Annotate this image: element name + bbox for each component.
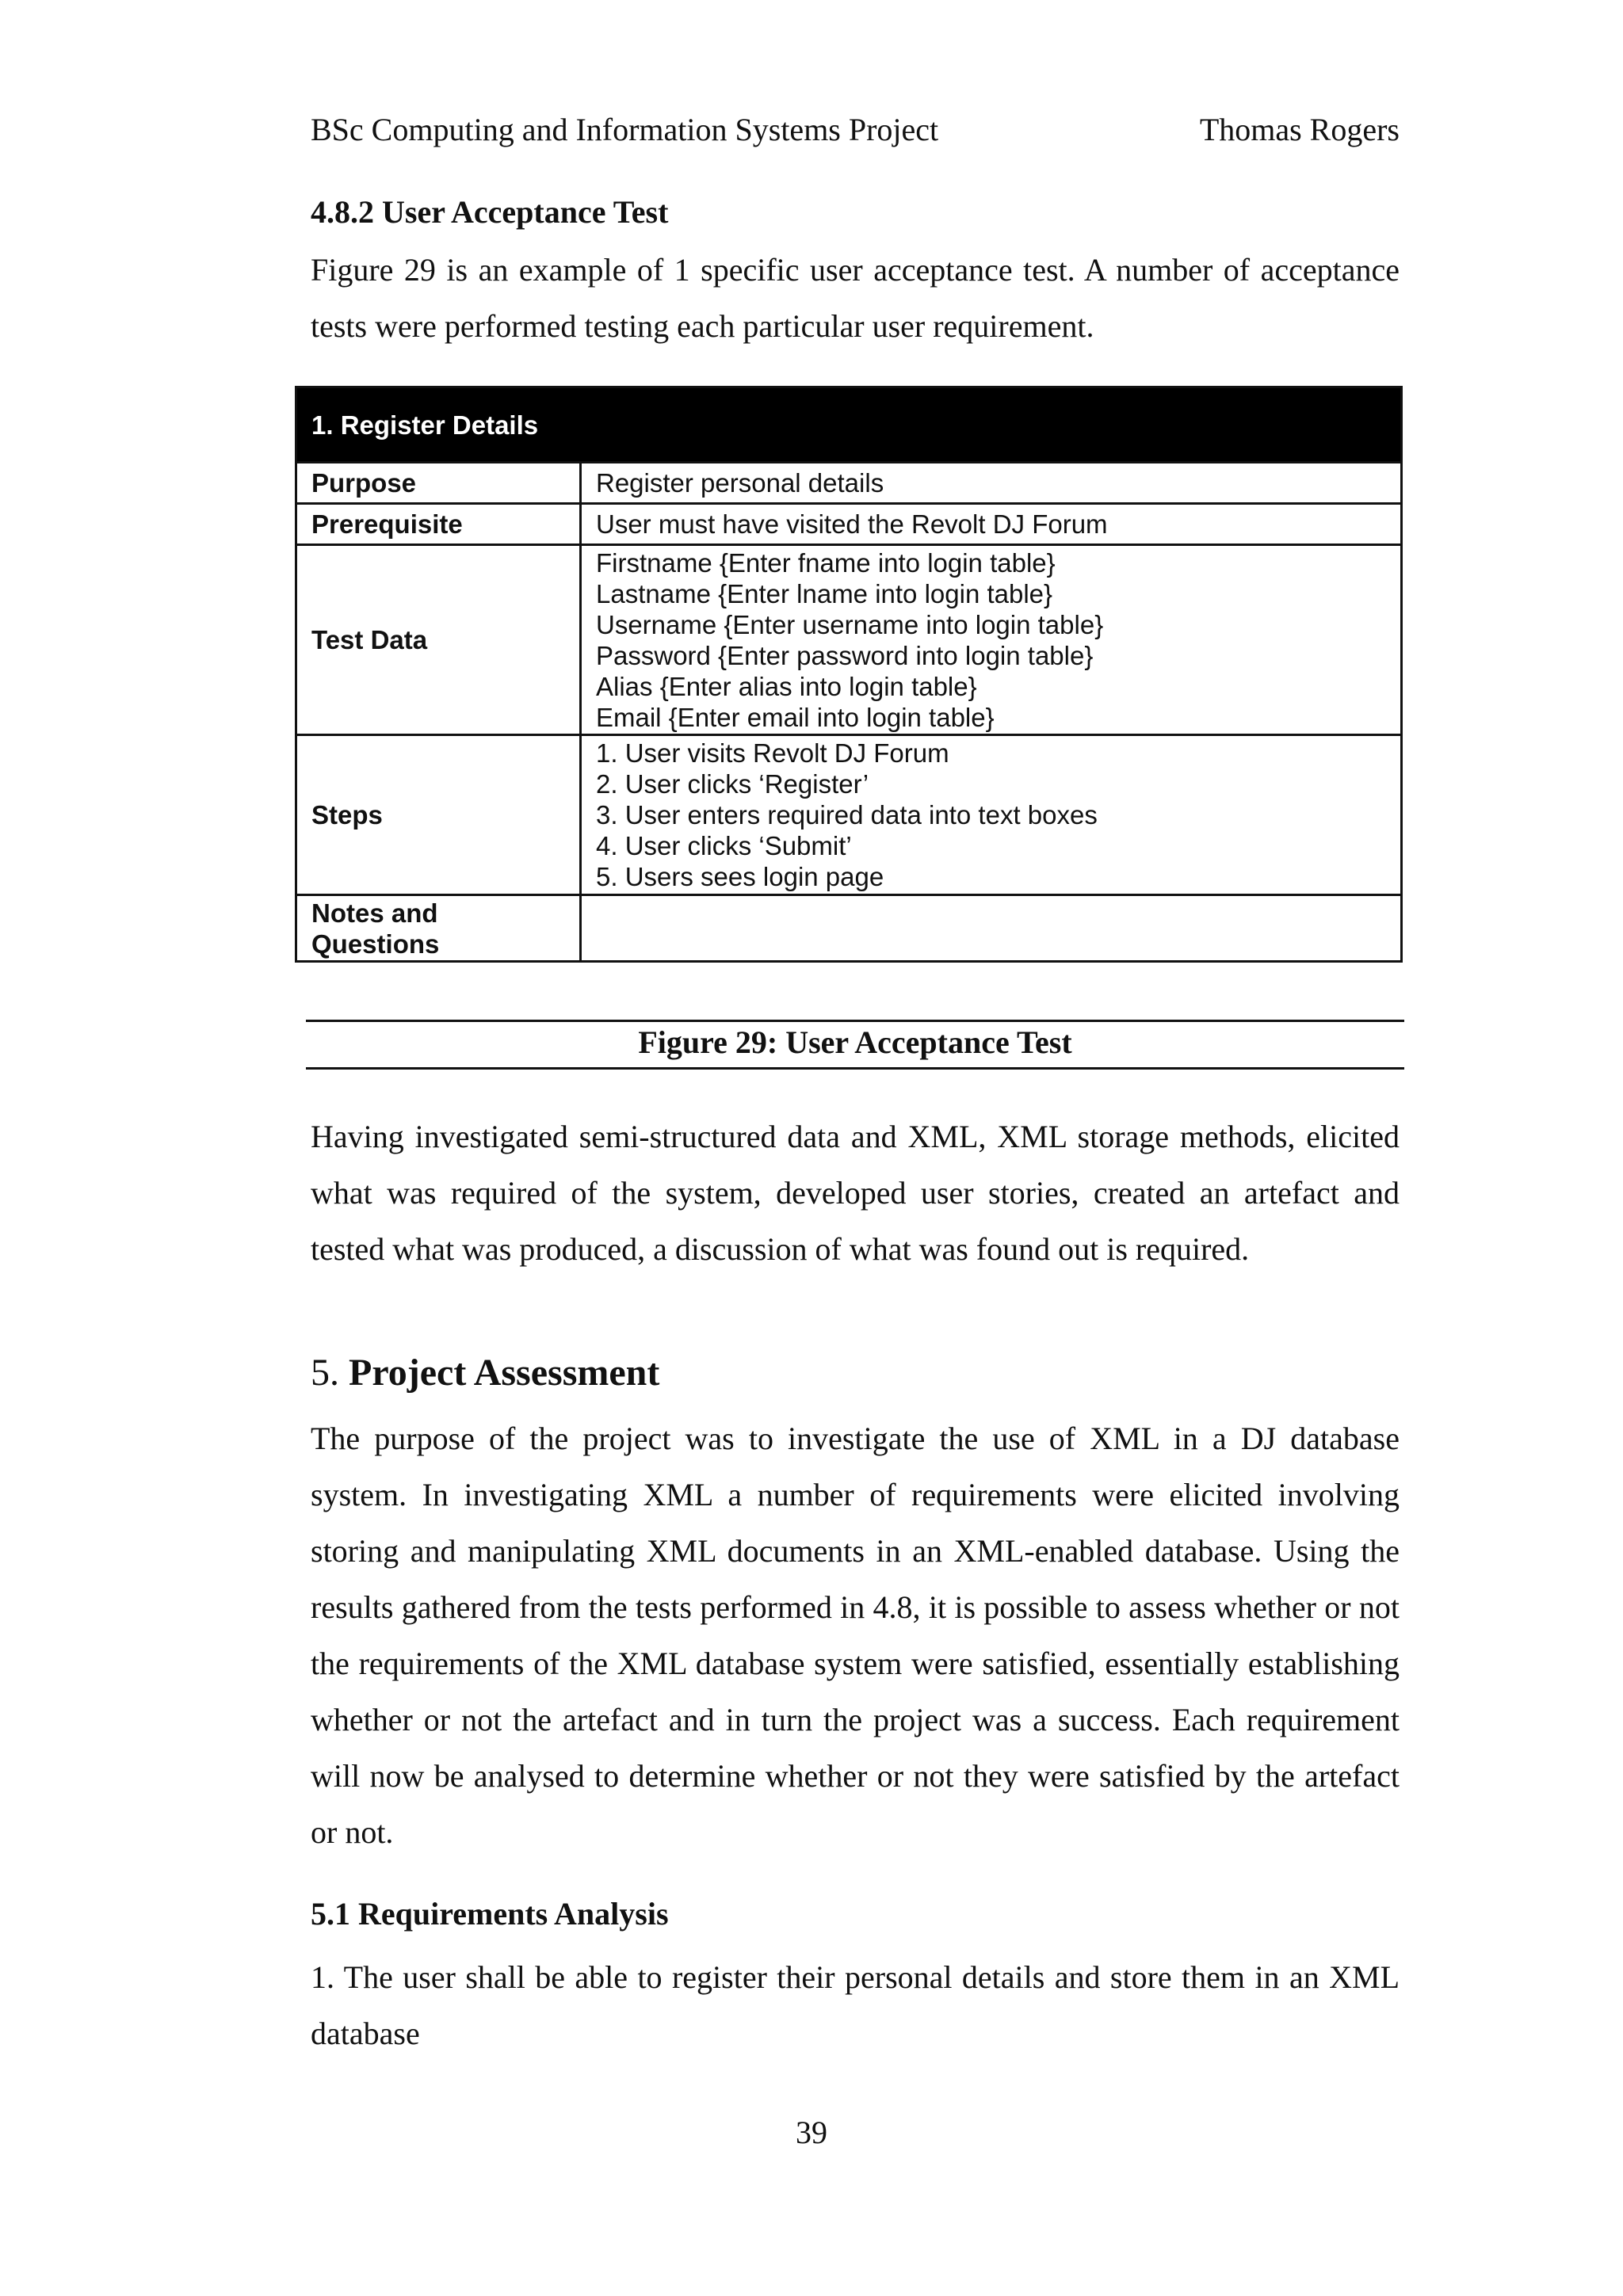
row-label-test-data: Test Data (296, 545, 581, 735)
transition-paragraph: Having investigated semi-structured data and XML, XML storage methods, elicited what was required of the system, developed user stories, created an artefact and tested what was produced, a discussion of what was found out is required. (311, 1119, 1400, 1267)
value-line: Firstname {Enter fname into login table} (596, 547, 1056, 578)
requirement-paragraph: 1. The user shall be able to register their personal details and store them in an XML database (311, 1959, 1400, 2051)
row-label-purpose: Purpose (296, 463, 581, 504)
value-line: Password {Enter password into login table} (596, 640, 1094, 670)
row-value-steps (581, 735, 1402, 895)
value-line: 4. User clicks ‘Submit’ (596, 831, 852, 860)
intro-paragraph: Figure 29 is an example of 1 specific user acceptance test. A number of acceptance tests were performed testing each particular user requirement. (311, 252, 1400, 344)
value-line: Lastname {Enter lname into login table} (596, 578, 1053, 608)
value-line: 2. User clicks ‘Register’ (596, 769, 869, 799)
user-acceptance-test-table (295, 386, 1403, 963)
table-row (296, 504, 1402, 545)
section-heading-5-1: 5.1 Requirements Analysis (311, 1896, 669, 1932)
section-heading-4-8-2: 4.8.2 User Acceptance Test (311, 194, 669, 230)
table-title: 1. Register Details (296, 387, 1402, 463)
value-line: Username {Enter username into login table} (596, 609, 1104, 639)
row-value-test-data (581, 545, 1402, 735)
table-title-row (296, 387, 1402, 463)
figure-rule-top (306, 1020, 1404, 1022)
value-line: Email {Enter email into login table} (596, 702, 995, 732)
running-header-author: Thomas Rogers (1199, 112, 1400, 147)
section-title: Project Assessment (349, 1352, 660, 1394)
section-heading-5: 5. Project Assessment (311, 1352, 660, 1394)
assessment-paragraph: The purpose of the project was to investigate the use of XML in a DJ database system. In investigating XML a number of requirements were elicited involving storing and manipulating XML documents in an XML-enabled database. Using the results gathered from the tests performed in 4.8, it is possible to assess whether or not the requirements of the XML database system were satisfied, essentially establishing whether or not the artefact and in turn the project was a success. Each requirement will now be analysed to determine whether or not they were satisfied by the artefact or not. (311, 1421, 1400, 1850)
value-line: 5. Users sees login page (596, 862, 884, 891)
table-row (296, 735, 1402, 895)
value-line: 3. User enters required data into text boxes (596, 800, 1098, 830)
value-line: 1. User visits Revolt DJ Forum (596, 738, 949, 768)
page-number: 39 (796, 2115, 827, 2150)
row-label-prerequisite: Prerequisite (296, 504, 581, 545)
figure-caption: Figure 29: User Acceptance Test (638, 1024, 1072, 1060)
value-line: User must have visited the Revolt DJ Forum (596, 509, 1108, 539)
label-line: Notes and (311, 898, 438, 928)
value-line: Register personal details (596, 468, 884, 498)
section-number: 5 (311, 1352, 330, 1394)
figure-rule-bottom (306, 1067, 1404, 1070)
row-label-steps: Steps (296, 735, 581, 895)
row-label-notes (296, 895, 581, 962)
table-row (296, 895, 1402, 962)
table-row (296, 463, 1402, 504)
table-row (296, 545, 1402, 735)
row-value-purpose (581, 463, 1402, 504)
value-line: Alias {Enter alias into login table} (596, 671, 977, 701)
row-value-notes (581, 895, 1402, 962)
label-line: Questions (311, 929, 440, 959)
row-value-prerequisite (581, 504, 1402, 545)
running-header-title: BSc Computing and Information Systems Project (311, 112, 939, 147)
